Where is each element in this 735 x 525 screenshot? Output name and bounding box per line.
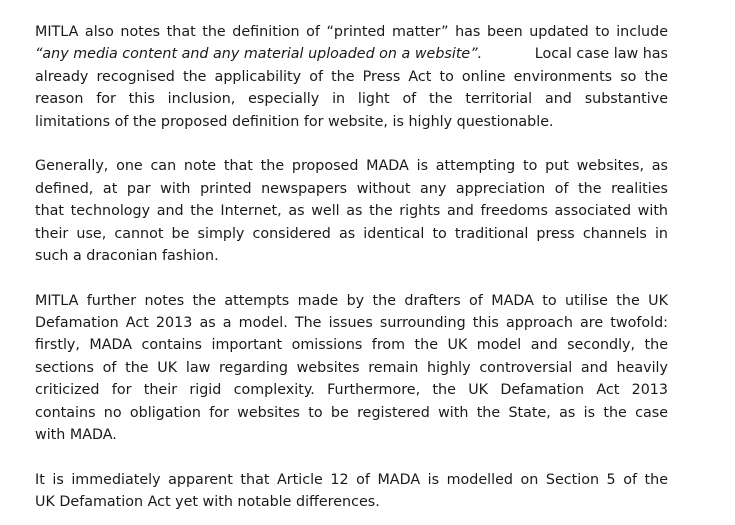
text-line <box>35 379 668 401</box>
text-line <box>35 88 668 110</box>
text-run: that technology and the Internet, as well as the rights and freedoms associated with <box>35 203 668 220</box>
text-line <box>35 155 668 177</box>
text-run: Defamation Act 2013 as a model. The issues surrounding this approach are twofold: <box>35 315 668 332</box>
text-line <box>35 66 668 88</box>
text-line <box>35 21 668 43</box>
paragraph-article-12 <box>35 469 668 514</box>
quoted-definition: “any media content and any material uploaded on a website”. <box>35 46 483 63</box>
text-line <box>35 424 668 446</box>
text-run: their use, cannot be simply considered as identical to traditional press channels in <box>35 225 668 242</box>
text-line <box>35 312 668 334</box>
text-run: MITLA further notes the attempts made by the drafters of MADA to utilise the UK <box>35 292 668 309</box>
text-run: such a draconian fashion. <box>35 247 219 264</box>
text-run: contains no obligation for websites to be registered with the State, as is the case <box>35 404 668 421</box>
paragraph-generally <box>35 155 668 267</box>
text-run: criticized for their rigid complexity. Furthermore, the UK Defamation Act 2013 <box>35 382 668 399</box>
paragraph-printed-matter <box>35 21 668 133</box>
text-line <box>35 491 668 513</box>
text-line <box>35 334 668 356</box>
text-line <box>35 402 668 424</box>
text-line <box>35 200 668 222</box>
paragraph-gap <box>35 133 668 155</box>
text-run: UK Defamation Act yet with notable differences. <box>35 494 380 511</box>
text-line <box>35 245 668 267</box>
text-line <box>35 469 668 491</box>
paragraph-gap <box>35 446 668 468</box>
text-line <box>35 111 668 133</box>
text-run: firstly, MADA contains important omissions from the UK model and secondly, the <box>35 337 668 354</box>
text-line <box>35 290 668 312</box>
text-run: already recognised the applicability of the Press Act to online environments so the <box>35 68 668 85</box>
text-line <box>35 223 668 245</box>
paragraph-gap <box>35 267 668 289</box>
text-run: It is immediately apparent that Article 12 of MADA is modelled on Section 5 of the <box>35 471 668 488</box>
text-line <box>35 43 668 65</box>
paragraph-uk-defamation <box>35 290 668 447</box>
text-run: Generally, one can note that the proposed MADA is attempting to put websites, as <box>35 158 668 175</box>
text-line <box>35 357 668 379</box>
text-run: Local case law has <box>534 46 668 63</box>
text-run: defined, at par with printed newspapers without any appreciation of the realities <box>35 180 668 197</box>
document-body <box>35 21 668 514</box>
text-run: MITLA also notes that the definition of “printed matter” has been updated to include <box>35 24 668 40</box>
text-run: sections of the UK law regarding websites remain highly controversial and heavily <box>35 359 668 376</box>
text-line <box>35 178 668 200</box>
text-run: reason for this inclusion, especially in light of the territorial and substantive <box>35 91 668 108</box>
text-run: with MADA. <box>35 427 117 444</box>
text-run: limitations of the proposed definition for website, is highly questionable. <box>35 113 554 130</box>
